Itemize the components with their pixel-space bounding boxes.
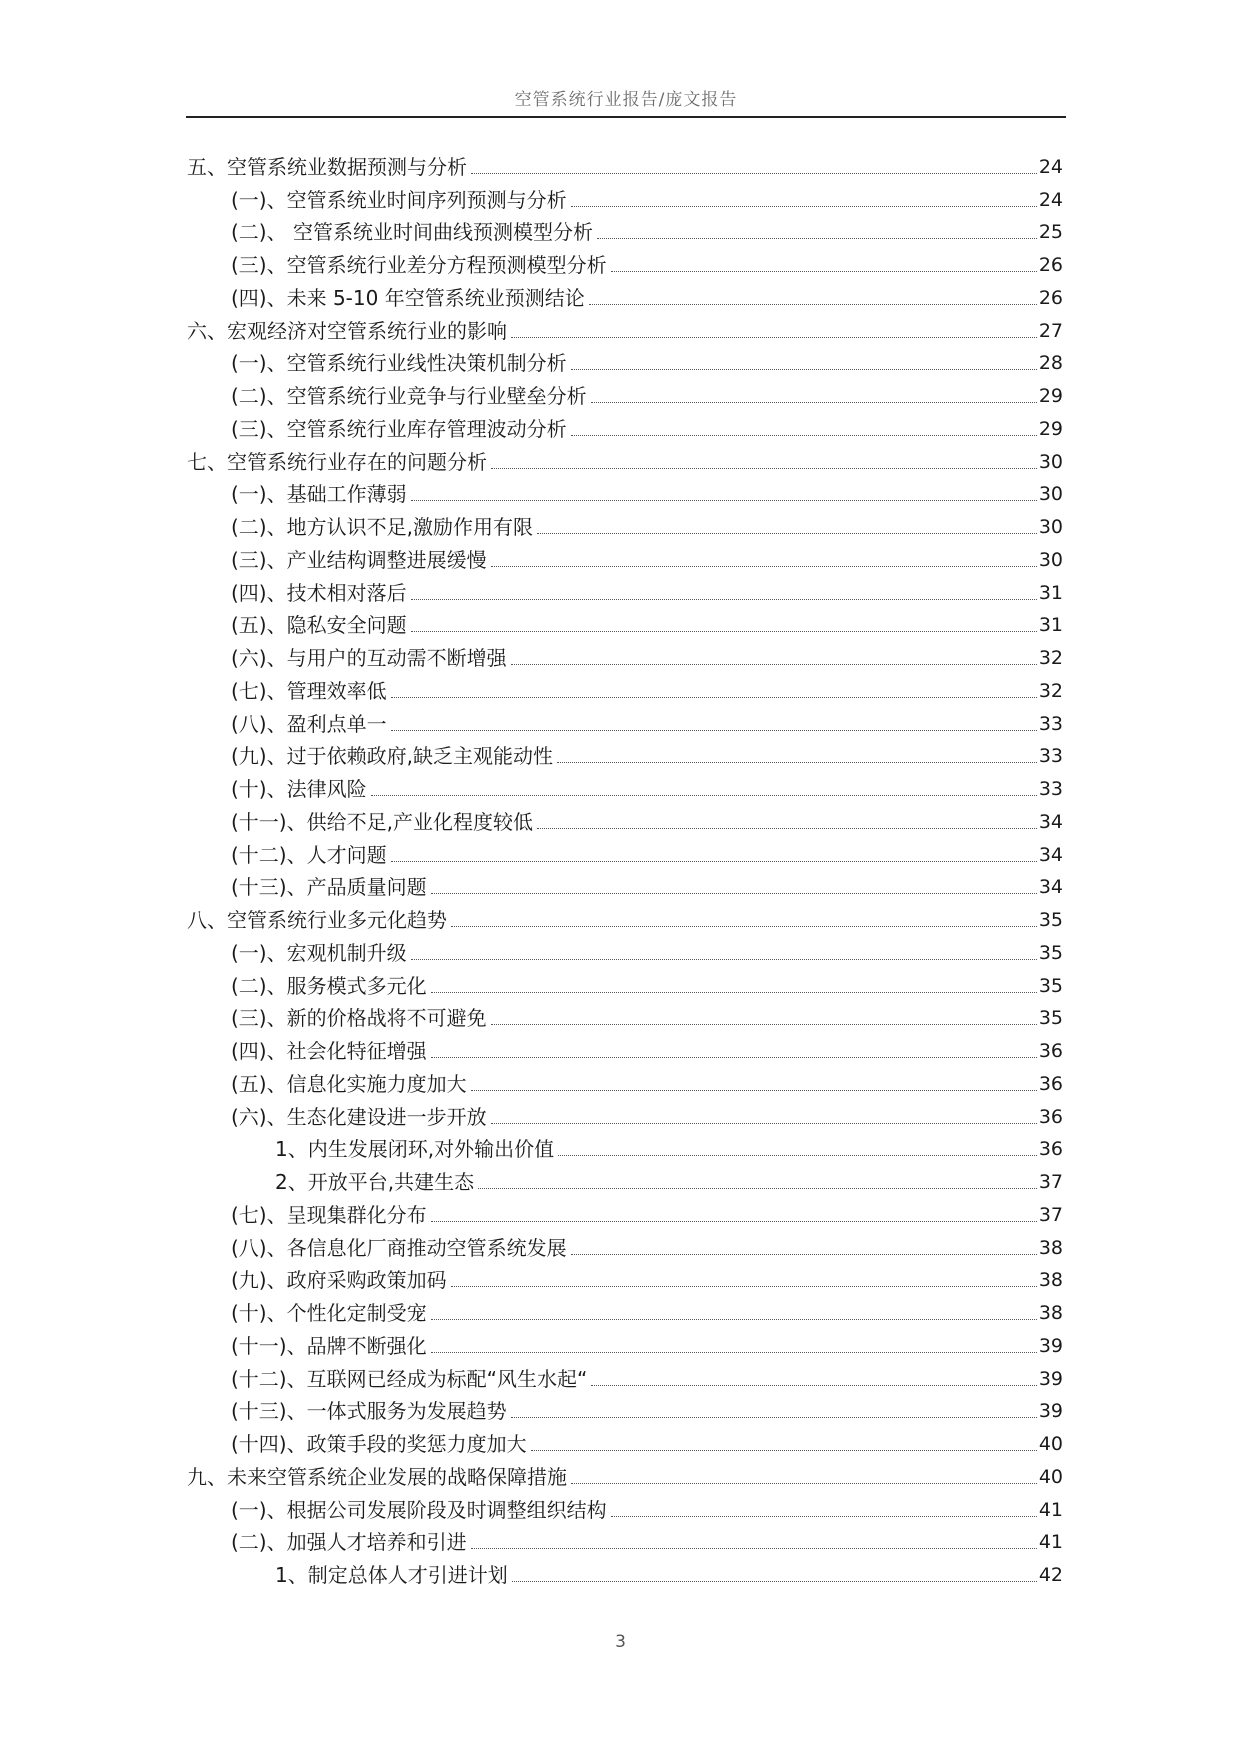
toc-entry-page: 37 bbox=[1038, 1171, 1063, 1193]
dot-leader bbox=[491, 1122, 1037, 1124]
toc-entry-page: 26 bbox=[1038, 254, 1063, 276]
toc-entry-title: (九)、过于依赖政府,缺乏主观能动性 bbox=[231, 744, 553, 769]
toc-entry-title: (九)、政府采购政策加码 bbox=[231, 1268, 447, 1293]
dot-leader bbox=[471, 172, 1037, 174]
toc-entry[interactable] bbox=[187, 379, 1063, 412]
toc-entry-title: (五)、信息化实施力度加大 bbox=[231, 1071, 467, 1096]
dot-leader bbox=[471, 1547, 1037, 1549]
toc-entry-page: 36 bbox=[1038, 1138, 1063, 1161]
toc-entry-title: (三)、新的价格战将不可避免 bbox=[231, 1006, 487, 1031]
toc-entry-title: 2、开放平台,共建生态 bbox=[275, 1170, 475, 1194]
dot-leader bbox=[611, 1515, 1037, 1517]
dot-leader bbox=[411, 630, 1037, 632]
toc-entry[interactable] bbox=[187, 772, 1063, 805]
dot-leader bbox=[591, 1384, 1036, 1386]
toc-entry[interactable] bbox=[187, 150, 1063, 183]
toc-entry-title: (八)、各信息化厂商推动空管系统发展 bbox=[231, 1235, 567, 1260]
toc-entry-page: 30 bbox=[1038, 548, 1063, 571]
dot-leader bbox=[537, 827, 1037, 829]
toc-entry[interactable] bbox=[187, 1362, 1063, 1395]
toc-entry-page: 33 bbox=[1038, 778, 1063, 800]
toc-entry[interactable] bbox=[187, 641, 1063, 674]
toc-entry[interactable] bbox=[187, 543, 1063, 576]
toc-entry-title: (六)、生态化建设进一步开放 bbox=[231, 1104, 487, 1129]
toc-entry-page: 41 bbox=[1038, 1498, 1063, 1521]
toc-entry-page: 36 bbox=[1038, 1072, 1063, 1095]
toc-entry-page: 25 bbox=[1038, 221, 1063, 244]
toc-entry-page: 30 bbox=[1038, 516, 1063, 538]
dot-leader bbox=[571, 368, 1037, 370]
toc-entry-title: (三)、空管系统行业库存管理波动分析 bbox=[231, 416, 567, 441]
toc-entry-title: (二)、地方认识不足,激励作用有限 bbox=[231, 515, 533, 539]
page-number: 3 bbox=[615, 1632, 626, 1652]
dot-leader bbox=[371, 794, 1037, 796]
toc-entry[interactable] bbox=[187, 1460, 1063, 1493]
toc-entry-page: 39 bbox=[1038, 1400, 1063, 1423]
toc-entry[interactable] bbox=[187, 183, 1063, 216]
dot-leader bbox=[491, 1023, 1037, 1025]
dot-leader bbox=[391, 729, 1037, 731]
toc-entry-title: (一)、空管系统行业线性决策机制分析 bbox=[231, 351, 567, 376]
toc-entry-page: 38 bbox=[1038, 1269, 1063, 1292]
toc-entry[interactable] bbox=[187, 1002, 1063, 1035]
toc-entry-page: 36 bbox=[1038, 1105, 1063, 1128]
toc-entry-page: 37 bbox=[1038, 1203, 1063, 1226]
toc-entry-title: (四)、未来 5-10 年空管系统业预测结论 bbox=[231, 285, 585, 310]
toc-entry-title: (一)、宏观机制升级 bbox=[231, 940, 407, 965]
toc-entry-page: 35 bbox=[1038, 974, 1063, 997]
toc-entry-title: (二)、加强人才培养和引进 bbox=[231, 1530, 467, 1555]
toc-entry-page: 35 bbox=[1038, 909, 1063, 931]
toc-entry[interactable] bbox=[187, 1296, 1063, 1329]
toc-entry-page: 30 bbox=[1038, 450, 1063, 473]
dot-leader bbox=[511, 663, 1037, 665]
toc-entry[interactable] bbox=[187, 1395, 1063, 1428]
dot-leader bbox=[589, 303, 1037, 305]
toc-entry-title: (六)、与用户的互动需不断增强 bbox=[231, 646, 507, 670]
toc-entry[interactable] bbox=[187, 1427, 1063, 1460]
toc-entry[interactable] bbox=[187, 903, 1063, 936]
toc-entry[interactable] bbox=[187, 1264, 1063, 1297]
toc-entry-page: 34 bbox=[1038, 843, 1063, 866]
toc-entry-page: 31 bbox=[1038, 581, 1063, 604]
toc-entry[interactable] bbox=[187, 1526, 1063, 1559]
toc-entry[interactable] bbox=[187, 936, 1063, 969]
toc-entry[interactable] bbox=[187, 281, 1063, 314]
toc-entry-page: 35 bbox=[1038, 941, 1063, 964]
toc-entry[interactable] bbox=[187, 576, 1063, 609]
toc-entry-page: 29 bbox=[1038, 385, 1063, 407]
dot-leader bbox=[597, 237, 1037, 239]
dot-leader bbox=[531, 1449, 1037, 1451]
toc-entry-title: (五)、隐私安全问题 bbox=[231, 613, 407, 638]
dot-leader bbox=[512, 1580, 1037, 1582]
toc-entry-title: (七)、管理效率低 bbox=[231, 678, 387, 703]
toc-entry[interactable] bbox=[187, 1231, 1063, 1264]
toc-entry-page: 41 bbox=[1038, 1531, 1063, 1554]
toc-entry-page: 26 bbox=[1038, 286, 1063, 309]
toc-entry-title: (三)、空管系统行业差分方程预测模型分析 bbox=[231, 253, 607, 277]
toc-entry-title: (二)、服务模式多元化 bbox=[231, 973, 427, 998]
toc-entry-title: (七)、呈现集群化分布 bbox=[231, 1202, 427, 1227]
toc-entry[interactable] bbox=[187, 1165, 1063, 1198]
toc-entry[interactable] bbox=[187, 1329, 1063, 1362]
toc-entry-title: 五、空管系统业数据预测与分析 bbox=[187, 154, 467, 179]
toc-entry[interactable] bbox=[187, 838, 1063, 871]
dot-leader bbox=[511, 336, 1037, 338]
dot-leader bbox=[431, 892, 1037, 894]
toc-entry[interactable] bbox=[187, 510, 1063, 543]
toc-entry-page: 38 bbox=[1038, 1236, 1063, 1259]
dot-leader bbox=[571, 205, 1037, 207]
toc-entry[interactable] bbox=[187, 1034, 1063, 1067]
toc-entry-title: (一)、根据公司发展阶段及时调整组织结构 bbox=[231, 1497, 607, 1522]
running-header: 空管系统行业报告/庞文报告 bbox=[514, 90, 738, 110]
toc-entry-title: (三)、产业结构调整进展缓慢 bbox=[231, 547, 487, 572]
dot-leader bbox=[511, 1416, 1037, 1418]
toc-entry-page: 24 bbox=[1038, 155, 1063, 178]
toc-entry[interactable] bbox=[187, 740, 1063, 773]
toc-entry-title: (四)、技术相对落后 bbox=[231, 580, 407, 605]
dot-leader bbox=[591, 401, 1037, 403]
dot-leader bbox=[391, 696, 1037, 698]
dot-leader bbox=[571, 1253, 1037, 1255]
toc-entry[interactable] bbox=[187, 674, 1063, 707]
toc-entry[interactable] bbox=[187, 347, 1063, 380]
toc-entry[interactable] bbox=[187, 216, 1063, 249]
dot-leader bbox=[391, 860, 1037, 862]
toc-entry-title: 1、制定总体人才引进计划 bbox=[275, 1563, 508, 1587]
toc-entry-page: 28 bbox=[1038, 352, 1063, 375]
toc-entry-page: 35 bbox=[1038, 1007, 1063, 1030]
table-of-contents bbox=[187, 150, 1063, 1591]
dot-leader bbox=[571, 1482, 1037, 1484]
toc-entry-title: 1、内生发展闭环,对外输出价值 bbox=[275, 1137, 555, 1162]
dot-leader bbox=[431, 1351, 1037, 1353]
toc-entry-page: 27 bbox=[1038, 319, 1063, 342]
toc-entry-title: (十三)、一体式服务为发展趋势 bbox=[231, 1399, 507, 1424]
toc-entry-page: 39 bbox=[1038, 1334, 1063, 1357]
toc-entry-title: (十三)、产品质量问题 bbox=[231, 875, 427, 900]
toc-entry[interactable] bbox=[187, 314, 1063, 347]
toc-entry-title: (十)、法律风险 bbox=[231, 777, 367, 801]
toc-entry-title: (十一)、品牌不断强化 bbox=[231, 1333, 427, 1358]
toc-entry[interactable] bbox=[187, 248, 1063, 281]
dot-leader bbox=[431, 1318, 1037, 1320]
toc-entry-title: (十一)、供给不足,产业化程度较低 bbox=[231, 809, 533, 834]
toc-entry-title: 九、未来空管系统企业发展的战略保障措施 bbox=[187, 1464, 567, 1489]
toc-entry[interactable] bbox=[187, 478, 1063, 511]
toc-entry[interactable] bbox=[187, 1198, 1063, 1231]
toc-entry[interactable] bbox=[187, 805, 1063, 838]
toc-entry-title: (一)、空管系统业时间序列预测与分析 bbox=[231, 187, 567, 212]
dot-leader bbox=[471, 1089, 1037, 1091]
toc-entry-page: 29 bbox=[1038, 417, 1063, 440]
toc-entry-title: 六、宏观经济对空管系统行业的影响 bbox=[187, 318, 507, 343]
toc-entry-page: 34 bbox=[1038, 810, 1063, 833]
toc-entry[interactable] bbox=[187, 412, 1063, 445]
dot-leader bbox=[451, 925, 1037, 927]
dot-leader bbox=[491, 467, 1037, 469]
toc-entry[interactable] bbox=[187, 707, 1063, 740]
toc-entry[interactable] bbox=[187, 1133, 1063, 1166]
toc-entry-page: 36 bbox=[1038, 1040, 1063, 1062]
toc-entry-page: 30 bbox=[1038, 483, 1063, 506]
dot-leader bbox=[571, 434, 1037, 436]
dot-leader bbox=[611, 270, 1037, 272]
toc-entry-page: 31 bbox=[1038, 614, 1063, 637]
toc-entry-page: 39 bbox=[1038, 1367, 1063, 1390]
toc-entry[interactable] bbox=[187, 445, 1063, 478]
toc-entry-page: 42 bbox=[1038, 1564, 1063, 1586]
dot-leader bbox=[451, 1285, 1037, 1287]
toc-entry[interactable] bbox=[187, 1067, 1063, 1100]
dot-leader bbox=[431, 1056, 1037, 1058]
toc-entry[interactable] bbox=[187, 609, 1063, 642]
toc-entry-title: (十二)、人才问题 bbox=[231, 842, 387, 867]
toc-entry-title: (二)、 空管系统业时间曲线预测模型分析 bbox=[231, 220, 593, 245]
dot-leader bbox=[411, 499, 1037, 501]
dot-leader bbox=[558, 1154, 1037, 1156]
toc-entry-title: (十二)、互联网已经成为标配“风生水起“ bbox=[231, 1366, 588, 1391]
toc-entry-page: 32 bbox=[1038, 647, 1063, 669]
toc-entry-title: (八)、盈利点单一 bbox=[231, 711, 387, 736]
toc-entry[interactable] bbox=[187, 1493, 1063, 1526]
dot-leader bbox=[537, 532, 1037, 534]
toc-entry-page: 34 bbox=[1038, 876, 1063, 899]
dot-leader bbox=[411, 598, 1037, 600]
toc-entry[interactable] bbox=[187, 1558, 1063, 1591]
dot-leader bbox=[411, 958, 1037, 960]
toc-entry-page: 24 bbox=[1038, 188, 1063, 211]
toc-entry-title: 八、空管系统行业多元化趋势 bbox=[187, 908, 447, 932]
header-divider bbox=[186, 116, 1066, 118]
toc-entry-title: (二)、空管系统行业竞争与行业壁垒分析 bbox=[231, 384, 587, 408]
toc-entry-title: (十)、个性化定制受宠 bbox=[231, 1301, 427, 1325]
toc-entry[interactable] bbox=[187, 1100, 1063, 1133]
dot-leader bbox=[557, 761, 1037, 763]
dot-leader bbox=[431, 991, 1037, 993]
toc-entry[interactable] bbox=[187, 871, 1063, 904]
toc-entry-page: 33 bbox=[1038, 712, 1063, 735]
toc-entry-title: (一)、基础工作薄弱 bbox=[231, 482, 407, 507]
toc-entry-title: 七、空管系统行业存在的问题分析 bbox=[187, 449, 487, 474]
toc-entry-page: 38 bbox=[1038, 1302, 1063, 1324]
toc-entry[interactable] bbox=[187, 969, 1063, 1002]
toc-entry-title: (十四)、政策手段的奖惩力度加大 bbox=[231, 1432, 527, 1456]
toc-entry-page: 32 bbox=[1038, 679, 1063, 702]
toc-entry-page: 33 bbox=[1038, 745, 1063, 768]
dot-leader bbox=[478, 1187, 1037, 1189]
toc-entry-page: 40 bbox=[1038, 1465, 1063, 1488]
toc-entry-title: (四)、社会化特征增强 bbox=[231, 1039, 427, 1063]
dot-leader bbox=[491, 565, 1037, 567]
dot-leader bbox=[431, 1220, 1037, 1222]
toc-entry-page: 40 bbox=[1038, 1433, 1063, 1455]
